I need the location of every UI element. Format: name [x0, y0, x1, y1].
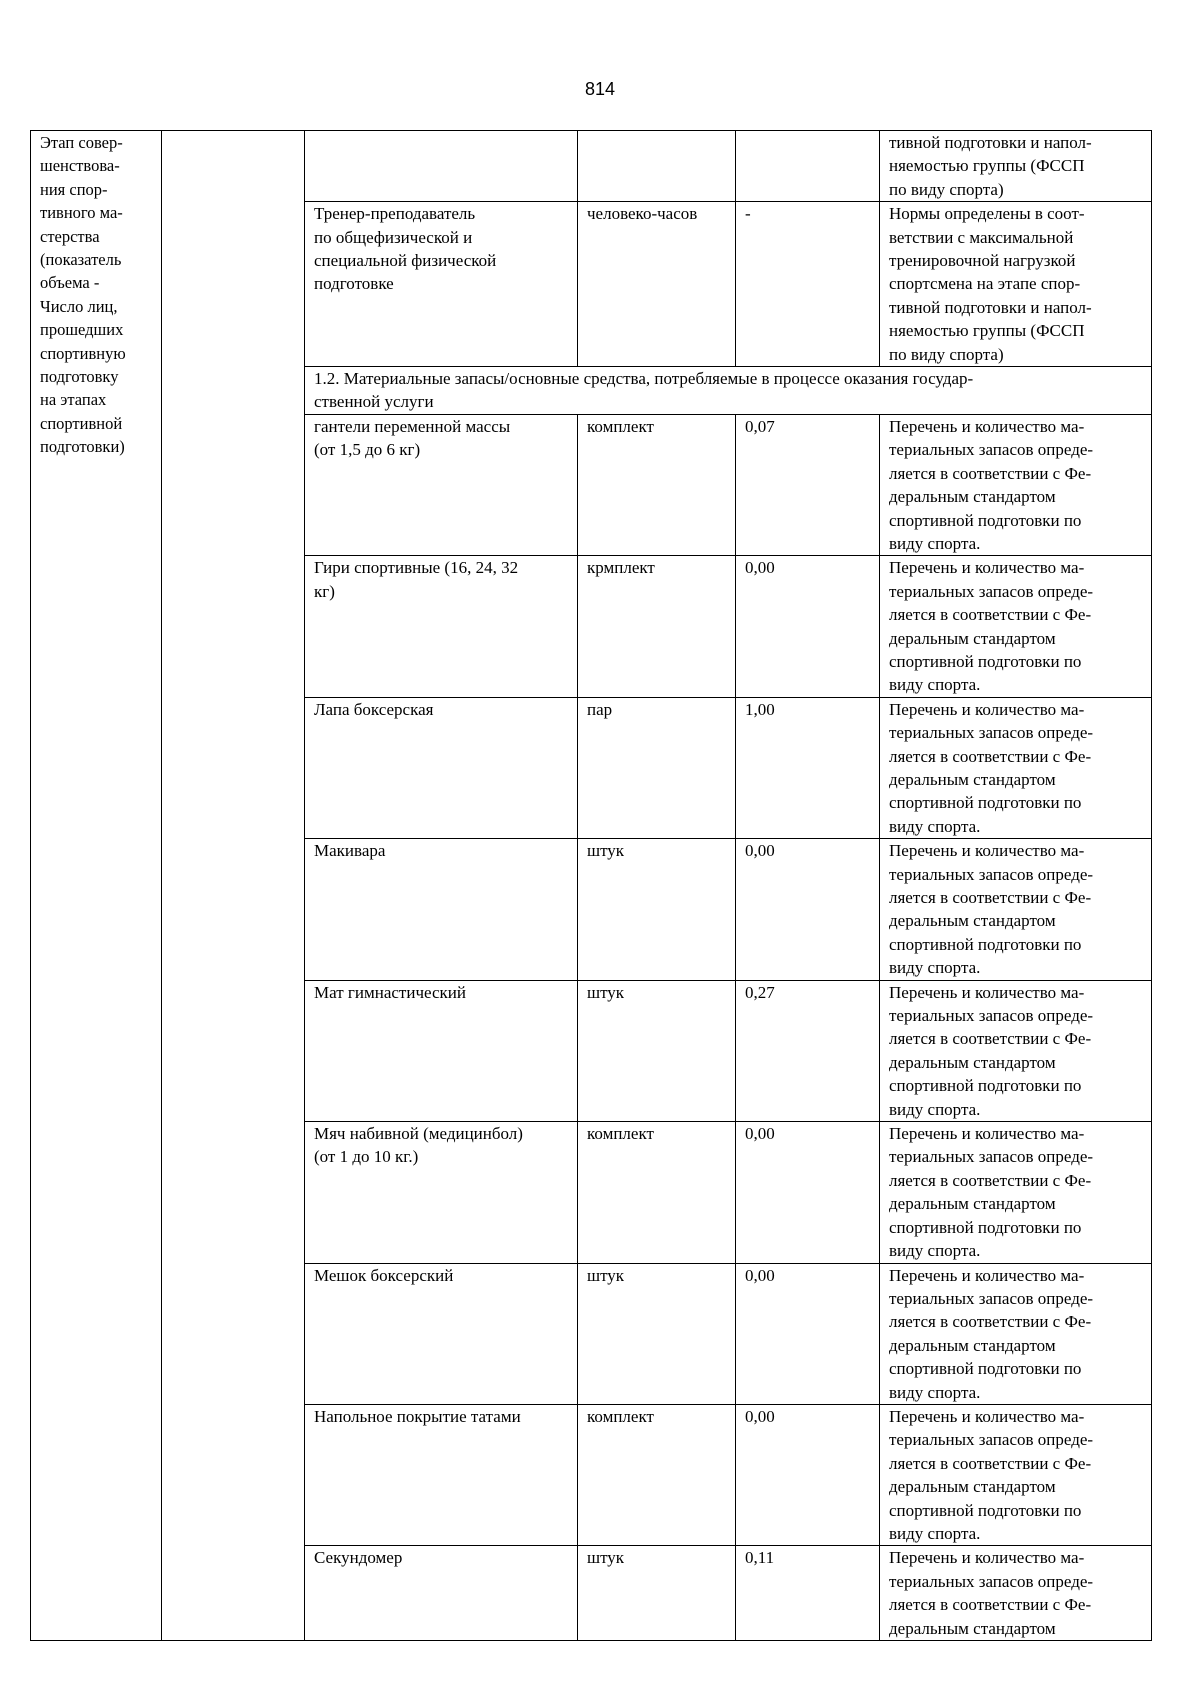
item-name-cell: Макивара — [305, 839, 578, 980]
item-name-cell: Лапа боксерская — [305, 697, 578, 838]
value-cell: 0,00 — [736, 556, 880, 697]
page-number: 814 — [584, 79, 616, 99]
item-name-cell: Мяч набивной (медицинбол) (от 1 до 10 кг.) — [305, 1122, 578, 1263]
item-name-cell: гантели переменной массы (от 1,5 до 6 кг) — [305, 414, 578, 555]
note-cell: тивной подготовки и напол- няемостью группы (ФССП по виду спорта) — [880, 131, 1152, 202]
value-cell: 1,00 — [736, 697, 880, 838]
note-cell: Перечень и количество ма- териальных запасов опреде- ляется в соответствии с Фе- деральным стандартом спортивной подготовки по виду спорта. — [880, 1263, 1152, 1404]
empty-column-cell — [162, 131, 305, 1641]
value-cell: 0,27 — [736, 980, 880, 1121]
unit-cell: штук — [578, 1263, 736, 1404]
note-cell: Перечень и количество ма- териальных запасов опреде- ляется в соответствии с Фе- деральным стандартом — [880, 1546, 1152, 1641]
norms-table — [30, 130, 1152, 1641]
item-name-cell: Тренер-преподаватель по общефизической и специальной физической подготовке — [305, 202, 578, 367]
unit-cell: комплект — [578, 1122, 736, 1263]
value-cell: 0,00 — [736, 1404, 880, 1545]
item-name-cell: Мат гимнастический — [305, 980, 578, 1121]
unit-cell: человеко-часов — [578, 202, 736, 367]
section-header: 1.2. Материальные запасы/основные средства, потребляемые в процессе оказания государ- ственной услуги — [305, 367, 1152, 415]
item-name-cell — [305, 131, 578, 202]
note-cell: Перечень и количество ма- териальных запасов опреде- ляется в соответствии с Фе- деральным стандартом спортивной подготовки по виду спорта. — [880, 1404, 1152, 1545]
value-cell: 0,00 — [736, 1263, 880, 1404]
unit-cell: штук — [578, 839, 736, 980]
unit-cell: комплект — [578, 414, 736, 555]
value-cell: 0,11 — [736, 1546, 880, 1641]
item-name-cell: Мешок боксерский — [305, 1263, 578, 1404]
item-name-cell: Напольное покрытие татами — [305, 1404, 578, 1545]
value-cell — [736, 131, 880, 202]
item-name-cell: Гири спортивные (16, 24, 32 кг) — [305, 556, 578, 697]
note-cell: Перечень и количество ма- териальных запасов опреде- ляется в соответствии с Фе- деральным стандартом спортивной подготовки по виду спорта. — [880, 839, 1152, 980]
unit-cell: пар — [578, 697, 736, 838]
unit-cell: штук — [578, 980, 736, 1121]
note-cell: Перечень и количество ма- териальных запасов опреде- ляется в соответствии с Фе- деральным стандартом спортивной подготовки по виду спорта. — [880, 697, 1152, 838]
stage-label-cell: Этап совер- шенствова- ния спор- тивного ма- стерства (показатель объема - Число лиц, прошедших спортивную подготовку на этапах спортивной подготовки) — [31, 131, 162, 1641]
unit-cell — [578, 131, 736, 202]
unit-cell: крмплект — [578, 556, 736, 697]
unit-cell: штук — [578, 1546, 736, 1641]
note-cell: Нормы определены в соот- ветствии с максимальной тренировочной нагрузкой спортсмена на этапе спор- тивной подготовки и напол- няемостью группы (ФССП по виду спорта) — [880, 202, 1152, 367]
staff-row-continued — [31, 131, 1152, 202]
note-cell: Перечень и количество ма- териальных запасов опреде- ляется в соответствии с Фе- деральным стандартом спортивной подготовки по виду спорта. — [880, 1122, 1152, 1263]
note-cell: Перечень и количество ма- териальных запасов опреде- ляется в соответствии с Фе- деральным стандартом спортивной подготовки по виду спорта. — [880, 980, 1152, 1121]
note-cell: Перечень и количество ма- териальных запасов опреде- ляется в соответствии с Фе- деральным стандартом спортивной подготовки по виду спорта. — [880, 414, 1152, 555]
value-cell: - — [736, 202, 880, 367]
note-cell: Перечень и количество ма- териальных запасов опреде- ляется в соответствии с Фе- деральным стандартом спортивной подготовки по виду спорта. — [880, 556, 1152, 697]
unit-cell: комплект — [578, 1404, 736, 1545]
value-cell: 0,00 — [736, 1122, 880, 1263]
value-cell: 0,07 — [736, 414, 880, 555]
item-name-cell: Секундомер — [305, 1546, 578, 1641]
value-cell: 0,00 — [736, 839, 880, 980]
